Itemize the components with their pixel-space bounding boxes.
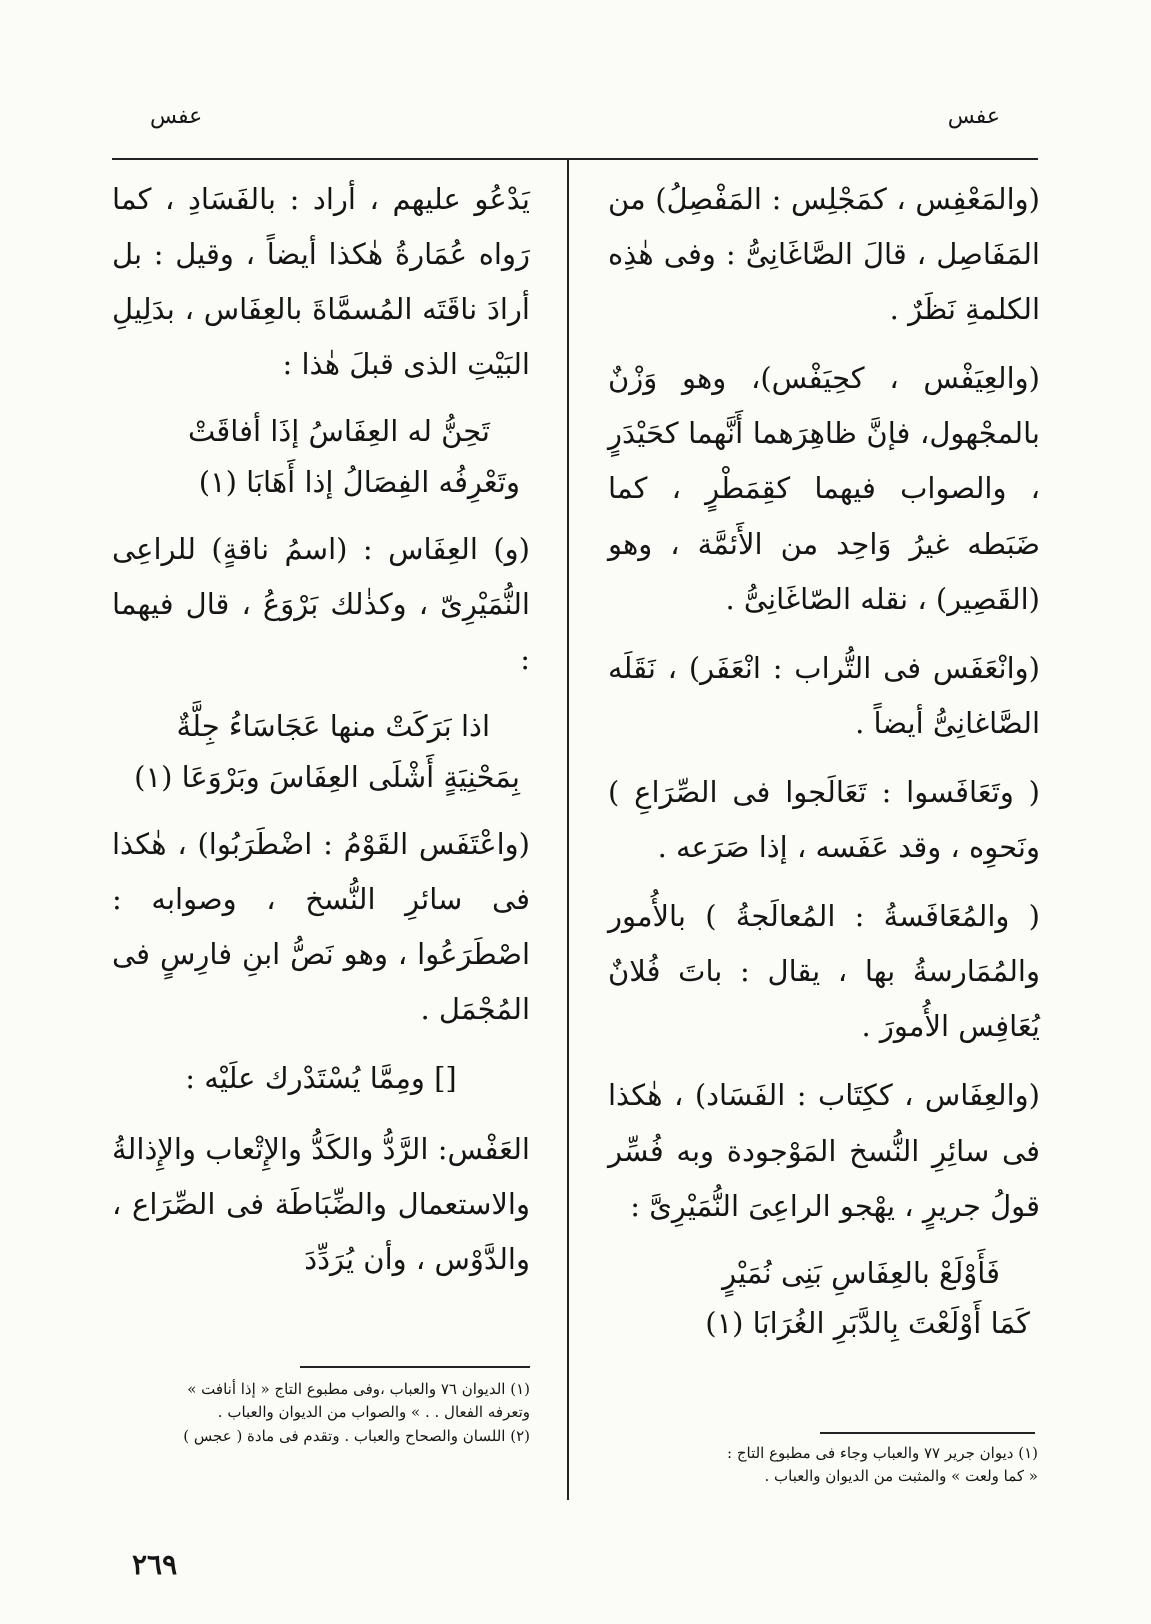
verse-line: فَأَوْلَعْ بالعِفَاسِ بَنِى نُمَيْرٍ [722, 1255, 1000, 1290]
verse-barakat [112, 701, 530, 803]
footnote-line: (١) الديوان ٧٦ والعباب ،وفى مطبوع التاج « إذا أنافت » [187, 1380, 530, 1398]
verse-jarir [608, 1248, 1040, 1350]
entry-inafas: (وانْعَفَس فى التُّراب : انْعَفَر) ، نَقَلَه الصَّاغانِىُّ أيضاً . [608, 650, 1040, 740]
entry-ifas: (والعِفَاس ، ككِتَاب : الفَسَاد) ، هٰكذا فى سائِرِ النُّسخ المَوْجودة وبه فُسِّر قولُ جريرٍ ، يهْجو الراعِىَ النُّمَيْرِىَّ : [608, 1078, 1040, 1223]
footnotes-right [608, 1442, 1038, 1489]
footnote-line: « كما ولعت » والمثبت من الديوان والعباب . [764, 1467, 1038, 1486]
entry-muafasa: ( والمُعَافَسةُ : المُعالَجةُ ) بالأُمور والمُمَارسةُ بها ، يقال : باتَ فُلانٌ يُعَافِس الأُمورَ . [608, 899, 1040, 1044]
verse-line: بِمَحْنِيَةٍ أَشْلَى العِفَاسَ وبَرْوَعَا (١) [134, 759, 520, 794]
verse-line: اذا بَرَكَتْ منها عَجَاسَاءُ جِلَّةٌ [176, 709, 490, 744]
header-rule [112, 158, 1038, 160]
running-header-left: عفس [150, 104, 203, 129]
column-divider [567, 160, 569, 1500]
entry-continuation: يَدْعُو عليهم ، أراد : بالفَسَادِ ، كما رَواه عُمَارةُ هٰكذا أيضاً ، وقيل : بل أرادَ ناقَتَه المُسمَّاةَ بالعِفَاس ، بدَلِيلِ البَيْتِ الذى قبلَ هٰذا : [112, 182, 530, 382]
footnote-line: (٢) اللسان والصحاح والعباب . وتقدم فى مادة ( عجس ) [183, 1426, 530, 1445]
entry-ifas-naqa: (و) العِفَاس : (اسمُ ناقةٍ) للراعِى النُّمَيْرِىّ ، وكذٰلك بَرْوَعُ ، قال فيهما : [112, 531, 530, 677]
entry-taafasu: ( وتَعَافَسوا : تَعَالَجوا فى الصِّرَاعِ ) ونَحوِه ، وقد عَفَسه ، إذا صَرَعه . [608, 774, 1040, 865]
verse-line: كَمَا أَوْلَعْتَ بِالدَّبَرِ الغُرَابَا (١) [705, 1306, 1030, 1341]
footnote-rule-left [300, 1366, 530, 1368]
verse-tahinnu [112, 406, 530, 508]
footnote-rule-right [820, 1432, 1035, 1434]
entry-iyafs: (والعِيَفْس ، كحِيَفْس)، وهو وَزْنٌ بالمجْهول، فإنَّ ظاهِرَهما أَنَّهما كحَيْدَرٍ ، والصواب فيهما كقِمَطْرٍ ، كما ضَبَطه غيرُ وَاحِد من الأَئمَّة ، وهو (القَصِير) ، نقله الصّاغَانِىُّ . [608, 361, 1040, 616]
footnote-line: (١) ديوان جرير ٧٧ والعباب وجاء فى مطبوع التاج : [727, 1444, 1038, 1462]
left-column [112, 172, 530, 1301]
right-column [608, 172, 1040, 1363]
page-number: ٢٦٩ [132, 1548, 178, 1581]
entry-itafas: (واعْتَفَس القَوْمُ : اضْطَرَبُوا) ، هٰكذا فى سائرِ النُّسخ ، وصوابه : اصْطَرَعُوا ، وهو نَصُّ ابنِ فارِسٍ فى المُجْمَل . [112, 826, 530, 1026]
entry-afs: العَفْس: الرَّدُّ والكَدُّ والإِتْعاب والإِذالةُ والاستعمال والضِّبَاطَة فى الصِّرَاع ، والدَّوْس ، وأن يُرَدِّدَ [112, 1132, 530, 1277]
verse-line: وتَعْرِفُه الفِصَالُ إذا أَهَابَا (١) [198, 465, 520, 500]
running-header-right: عفس [947, 104, 1000, 129]
verse-line: تَحِنُّ له العِفَاسُ إذَا أفاقَتْ [187, 414, 490, 449]
entry-mafsil: (والمَعْفِس ، كمَجْلِس : المَفْصِلُ) من المَفَاصِل ، قالَ الصَّاغَانِىُّ : وفى هٰذِه الكلمةِ نَظَرٌ . [608, 182, 1040, 327]
footnote-line: وتعرفه الفعال . . » والصواب من الديوان والعباب . [217, 1403, 530, 1422]
section-heading: [] ومِمَّا يُسْتَدْرك علَيْه : [185, 1061, 457, 1096]
footnotes-left [112, 1378, 530, 1448]
